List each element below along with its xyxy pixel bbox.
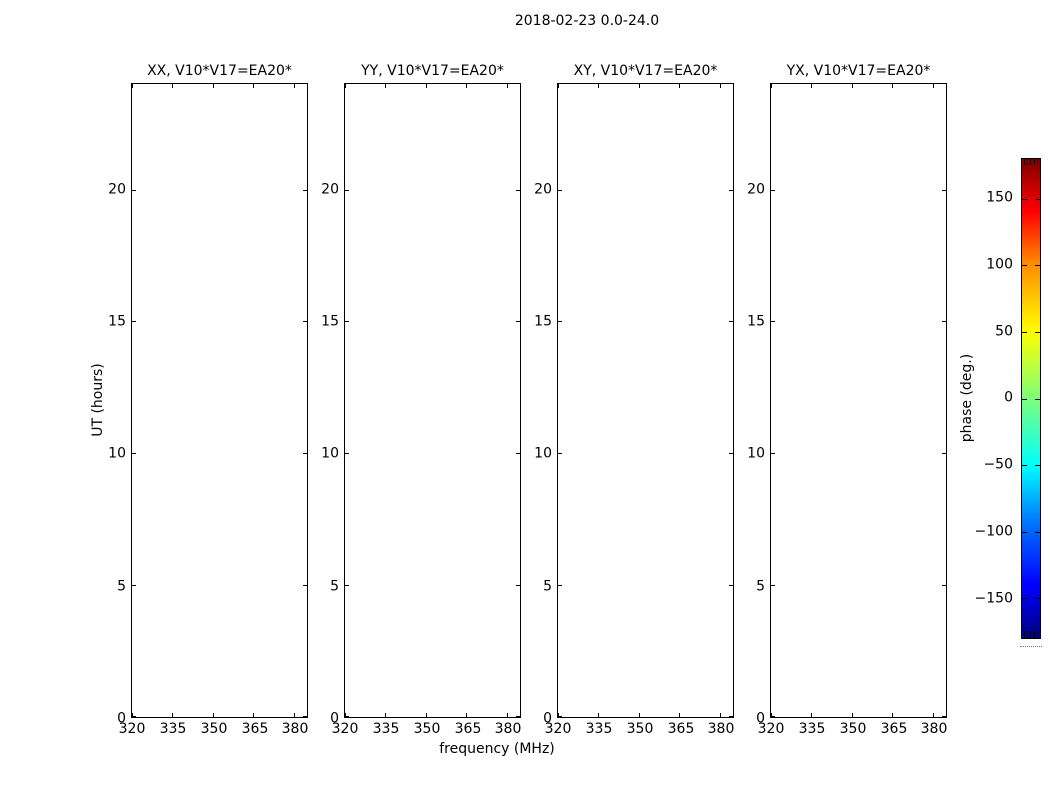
subplot-yx [747,63,948,737]
y-tick-label: 15 [321,313,339,330]
x-tick-label: 320 [118,721,146,737]
y-tick-label: 0 [117,710,126,727]
x-tick-mark [294,84,295,88]
subplot-xx [108,63,309,737]
x-tick-mark [598,84,599,88]
subplot-yy [321,63,522,737]
y-tick-label: 5 [117,578,126,595]
x-tick-mark [720,713,721,717]
y-tick-mark [303,190,307,191]
colorbar-axis-label: phase (deg.) [959,353,975,443]
colorbar-minor-tick [1034,159,1035,165]
x-tick-mark [213,84,214,88]
colorbar-tick-mark [1022,399,1027,400]
colorbar-tick-label: −150 [974,590,1013,607]
x-tick-label: 320 [757,721,785,737]
colorbar-bottom-dotted-line [1020,646,1042,647]
y-tick-label: 20 [534,181,552,198]
y-tick-mark [771,190,775,191]
y-axis-label: UT (hours) [90,363,106,437]
y-tick-mark [771,585,775,586]
y-tick-mark [942,453,946,454]
figure-title: 2018-02-23 0.0-24.0 [514,13,660,29]
x-tick-mark [639,84,640,88]
colorbar-minor-tick [1030,631,1031,638]
colorbar-tick-mark [1035,399,1040,400]
y-tick-mark [558,453,562,454]
y-tick-mark [729,453,733,454]
y-tick-mark [132,321,136,322]
x-tick-label: 350 [839,721,867,737]
x-tick-mark [598,713,599,717]
y-tick-label: 20 [321,181,339,198]
colorbar-tick-label: 50 [995,323,1013,340]
colorbar-tick-label: −100 [974,523,1013,540]
x-tick-mark [852,713,853,717]
x-tick-mark [426,713,427,717]
x-tick-label: 365 [241,721,269,737]
colorbar-tick-mark [1022,332,1027,333]
x-tick-mark [720,84,721,88]
x-tick-mark [771,84,772,88]
y-tick-mark [942,321,946,322]
y-tick-label: 15 [108,313,126,330]
y-tick-mark [516,190,520,191]
x-tick-label: 350 [413,721,441,737]
y-tick-mark [729,190,733,191]
y-tick-label: 0 [756,710,765,727]
x-axis-label: frequency (MHz) [439,741,555,757]
y-tick-mark [942,190,946,191]
colorbar-tick-label: −50 [983,456,1013,473]
y-tick-label: 10 [747,445,765,462]
y-tick-mark [729,321,733,322]
colorbar-minor-tick [1024,631,1025,638]
x-tick-label: 380 [281,721,309,737]
y-tick-mark [516,453,520,454]
colorbar-tick-mark [1035,598,1040,599]
x-tick-mark [385,713,386,717]
colorbar-minor-tick [1027,159,1028,165]
y-tick-mark [132,585,136,586]
y-tick-label: 10 [534,445,552,462]
y-tick-label: 10 [321,445,339,462]
y-tick-mark [303,321,307,322]
y-tick-mark [771,453,775,454]
x-tick-mark [172,713,173,717]
x-tick-mark [933,713,934,717]
y-tick-mark [558,585,562,586]
y-tick-label: 15 [747,313,765,330]
colorbar-minor-tick [1037,159,1038,165]
y-tick-label: 0 [543,710,552,727]
y-tick-mark [303,716,307,717]
colorbar-tick-mark [1035,199,1040,200]
subplot-xy [534,63,735,737]
x-tick-label: 335 [372,721,400,737]
x-tick-mark [507,713,508,717]
y-tick-mark [771,716,775,717]
colorbar-minor-tick [1024,159,1025,165]
x-tick-mark [892,84,893,88]
x-tick-mark [426,84,427,88]
y-tick-mark [345,453,349,454]
colorbar-minor-tick [1034,631,1035,638]
y-tick-mark [558,321,562,322]
x-tick-mark [294,713,295,717]
x-tick-label: 320 [331,721,359,737]
x-tick-label: 380 [920,721,948,737]
y-tick-label: 15 [534,313,552,330]
colorbar-minor-tick [1037,631,1038,638]
subplot-title: XX, V10*V17=EA20* [147,63,292,79]
x-tick-label: 335 [159,721,187,737]
y-tick-mark [942,585,946,586]
x-tick-label: 320 [544,721,572,737]
x-tick-mark [466,84,467,88]
y-tick-mark [516,585,520,586]
x-tick-mark [639,713,640,717]
x-tick-label: 365 [454,721,482,737]
x-tick-mark [852,84,853,88]
colorbar-minor-tick [1030,159,1031,165]
subplot-title: YX, V10*V17=EA20* [786,63,931,79]
y-tick-label: 10 [108,445,126,462]
y-tick-mark [303,585,307,586]
x-tick-mark [172,84,173,88]
y-tick-mark [771,321,775,322]
x-tick-label: 350 [200,721,228,737]
x-tick-mark [213,713,214,717]
colorbar-tick-mark [1035,465,1040,466]
y-tick-mark [345,716,349,717]
x-tick-mark [345,84,346,88]
y-tick-mark [516,716,520,717]
y-tick-label: 20 [747,181,765,198]
y-tick-mark [729,585,733,586]
x-tick-mark [811,84,812,88]
colorbar-tick-mark [1022,598,1027,599]
x-tick-mark [253,84,254,88]
colorbar-tick-mark [1022,199,1027,200]
x-tick-mark [253,713,254,717]
subplot-title: YY, V10*V17=EA20* [361,63,504,79]
y-tick-mark [345,585,349,586]
x-tick-label: 365 [667,721,695,737]
colorbar-tick-mark [1022,265,1027,266]
colorbar-tick-mark [1022,532,1027,533]
y-tick-mark [303,453,307,454]
x-tick-mark [892,713,893,717]
colorbar-tick-label: 100 [986,256,1013,273]
y-tick-label: 5 [543,578,552,595]
y-tick-mark [345,190,349,191]
y-tick-mark [132,190,136,191]
y-tick-mark [345,321,349,322]
x-tick-mark [558,84,559,88]
x-tick-mark [466,713,467,717]
x-tick-label: 335 [585,721,613,737]
y-tick-label: 0 [330,710,339,727]
x-tick-label: 380 [707,721,735,737]
x-tick-mark [507,84,508,88]
colorbar-tick-mark [1035,265,1040,266]
y-tick-label: 20 [108,181,126,198]
colorbar-tick-mark [1035,332,1040,333]
colorbar-minor-tick [1027,631,1028,638]
y-tick-mark [558,716,562,717]
x-tick-mark [679,713,680,717]
y-tick-label: 5 [330,578,339,595]
x-tick-label: 380 [494,721,522,737]
y-tick-mark [516,321,520,322]
x-tick-label: 350 [626,721,654,737]
colorbar-tick-mark [1035,532,1040,533]
x-tick-label: 365 [880,721,908,737]
x-tick-mark [679,84,680,88]
colorbar [974,158,1041,639]
y-tick-label: 5 [756,578,765,595]
y-tick-mark [558,190,562,191]
colorbar-gradient [1021,158,1041,639]
y-tick-mark [132,453,136,454]
y-tick-mark [942,716,946,717]
colorbar-tick-label: 150 [986,189,1013,206]
x-tick-label: 335 [798,721,826,737]
colorbar-tick-label: 0 [1004,389,1013,406]
y-tick-mark [729,716,733,717]
subplot-title: XY, V10*V17=EA20* [573,63,718,79]
x-tick-mark [933,84,934,88]
x-tick-mark [132,84,133,88]
x-tick-mark [385,84,386,88]
y-tick-mark [132,716,136,717]
x-tick-mark [811,713,812,717]
colorbar-tick-mark [1022,465,1027,466]
